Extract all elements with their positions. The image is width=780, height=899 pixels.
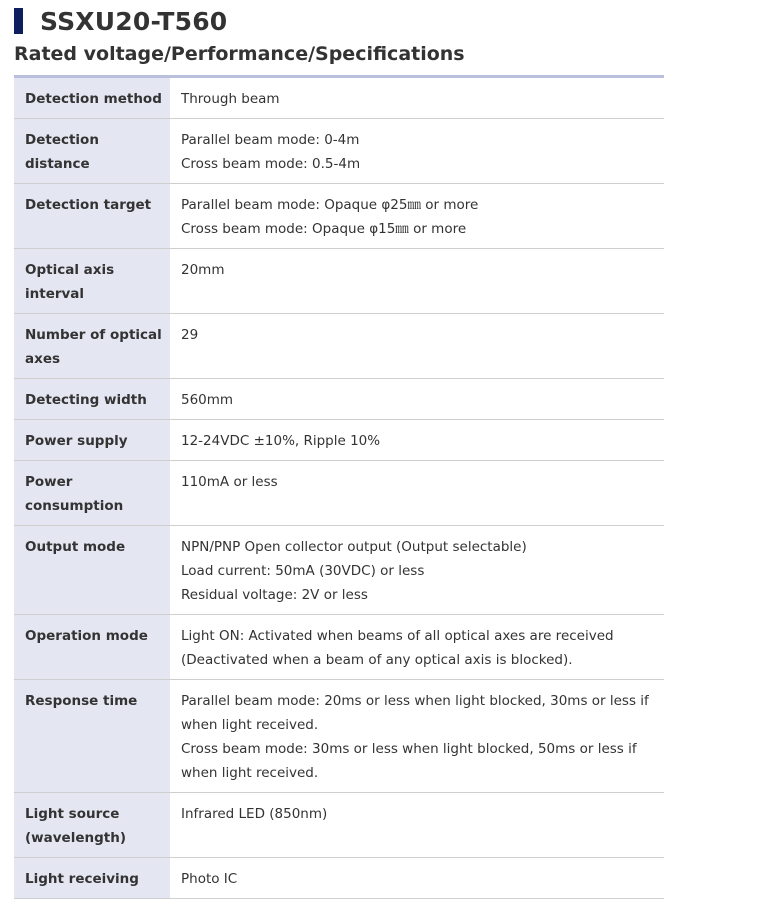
spec-value-line: Photo IC [181,871,238,887]
spec-value [170,615,664,679]
spec-value [170,119,664,183]
spec-label: Power consumption [14,461,170,525]
title-marker [14,8,23,34]
spec-value-line: 20mm [181,262,225,278]
spec-label: Number of optical axes [14,314,170,378]
spec-row-power-consumption [14,461,664,526]
spec-value [170,314,664,378]
spec-value-line: Cross beam mode: Opaque φ15㎜ or more [181,221,467,237]
spec-label: Operation mode [14,615,170,679]
spec-label: Detecting width [14,379,170,419]
spec-row-number-of-optical-axes [14,314,664,379]
spec-label: Detection distance [14,119,170,183]
spec-value-line: Through beam [181,91,280,107]
spec-label: Detection target [14,184,170,248]
spec-row-detection-target [14,184,664,249]
spec-row-operation-mode [14,615,664,680]
spec-row-output-mode [14,526,664,615]
spec-value-line: 560mm [181,392,234,408]
spec-row-light-source [14,793,664,858]
spec-label: Output mode [14,526,170,614]
product-title-text: SSXU20-T560 [40,6,228,36]
spec-row-response-time [14,680,664,793]
spec-value-line: Residual voltage: 2V or less [181,587,368,603]
spec-row-light-receiving [14,858,664,899]
spec-label: Light source (wavelength) [14,793,170,857]
spec-value [170,858,664,898]
spec-value-line: Parallel beam mode: Opaque φ25㎜ or more [181,197,479,213]
spec-value-line: Parallel beam mode: 20ms or less when light blocked, 30ms or less if when light received. [181,693,649,733]
product-title [14,6,227,36]
spec-value-line: Cross beam mode: 30ms or less when light blocked, 50ms or less if when light received. [181,741,637,781]
spec-row-detecting-width [14,379,664,420]
spec-value [170,461,664,525]
spec-value-line: Load current: 50mA (30VDC) or less [181,563,425,579]
spec-value-line: Infrared LED (850nm) [181,806,328,822]
spec-value [170,526,664,614]
spec-value [170,78,664,118]
spec-value-line: Cross beam mode: 0.5-4m [181,156,361,172]
spec-label: Power supply [14,420,170,460]
spec-value-line: 29 [181,327,199,343]
spec-value [170,249,664,313]
spec-table [14,75,664,899]
spec-value-line: NPN/PNP Open collector output (Output selectable) [181,539,527,555]
spec-value [170,379,664,419]
spec-row-detection-method [14,78,664,119]
section-heading: Rated voltage/Performance/Specifications [14,43,465,65]
spec-value [170,184,664,248]
spec-label: Light receiving [14,858,170,898]
spec-label: Optical axis interval [14,249,170,313]
spec-value-line: 110mA or less [181,474,278,490]
spec-value-line: 12-24VDC ±10%, Ripple 10% [181,433,381,449]
spec-label: Detection method [14,78,170,118]
spec-row-optical-axis-interval [14,249,664,314]
spec-value [170,680,664,792]
spec-row-detection-distance [14,119,664,184]
spec-row-power-supply [14,420,664,461]
spec-value-line: Parallel beam mode: 0-4m [181,132,360,148]
spec-value-line: Light ON: Activated when beams of all optical axes are received [181,628,614,644]
spec-label: Response time [14,680,170,792]
spec-value [170,420,664,460]
spec-value-line: (Deactivated when a beam of any optical axis is blocked). [181,652,573,668]
spec-value [170,793,664,857]
